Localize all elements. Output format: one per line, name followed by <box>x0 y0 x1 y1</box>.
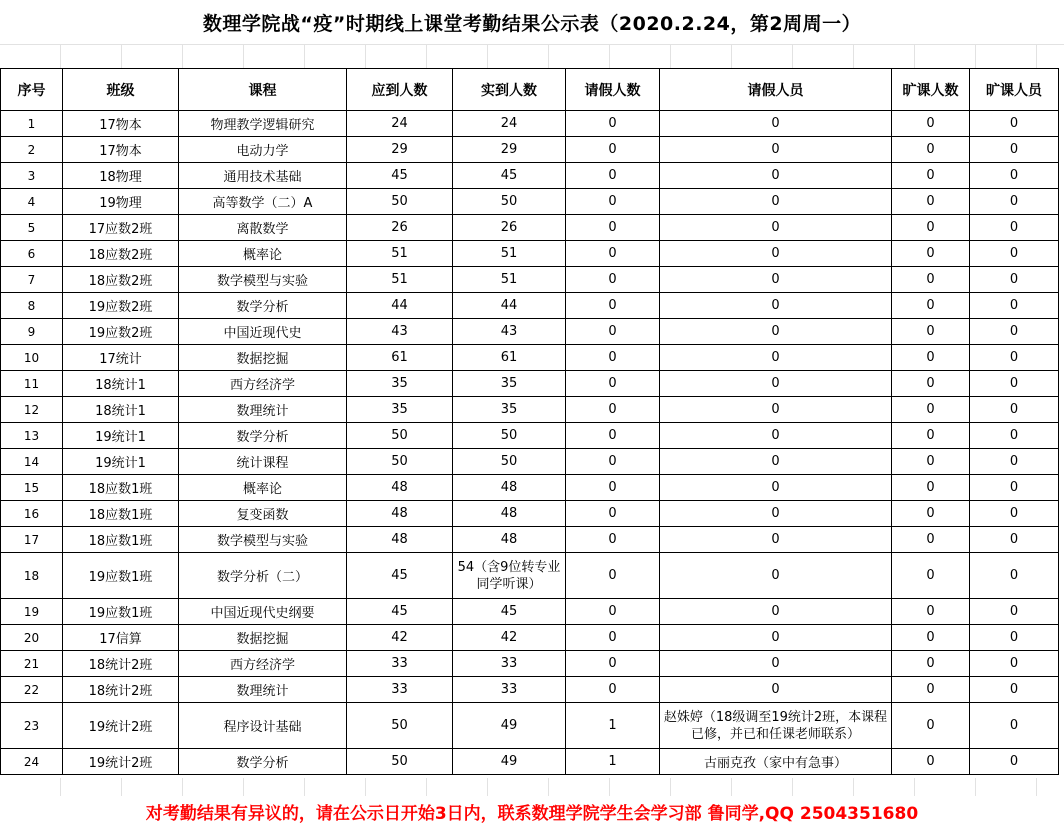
table-row <box>1 625 1059 651</box>
cell-expected: 42 <box>347 625 453 651</box>
cell-absent-count: 0 <box>892 449 970 475</box>
cell-present: 35 <box>453 371 566 397</box>
cell-seq: 6 <box>1 241 63 267</box>
cell-seq: 2 <box>1 137 63 163</box>
header-class: 班级 <box>63 69 179 111</box>
cell-absent-persons: 0 <box>970 345 1059 371</box>
cell-leave-count: 0 <box>566 553 660 599</box>
cell-leave-persons: 0 <box>660 677 892 703</box>
cell-leave-count: 0 <box>566 599 660 625</box>
cell-leave-count: 0 <box>566 651 660 677</box>
cell-absent-count: 0 <box>892 749 970 775</box>
cell-expected: 33 <box>347 677 453 703</box>
cell-course: 概率论 <box>179 475 347 501</box>
cell-course: 数据挖掘 <box>179 625 347 651</box>
cell-leave-count: 0 <box>566 423 660 449</box>
cell-absent-count: 0 <box>892 163 970 189</box>
cell-absent-persons: 0 <box>970 501 1059 527</box>
page-title: 数理学院战“疫”时期线上课堂考勤结果公示表（2020.2.24，第2周周一） <box>202 12 862 35</box>
cell-present: 51 <box>453 267 566 293</box>
cell-present: 44 <box>453 293 566 319</box>
cell-present: 50 <box>453 189 566 215</box>
cell-absent-persons: 0 <box>970 449 1059 475</box>
cell-expected: 35 <box>347 371 453 397</box>
table-row <box>1 163 1059 189</box>
cell-course: 电动力学 <box>179 137 347 163</box>
table-row <box>1 345 1059 371</box>
cell-absent-persons: 0 <box>970 625 1059 651</box>
cell-leave-persons: 0 <box>660 651 892 677</box>
cell-class: 18统计1 <box>63 397 179 423</box>
cell-class: 19统计1 <box>63 423 179 449</box>
cell-leave-count: 0 <box>566 397 660 423</box>
cell-course: 数学模型与实验 <box>179 267 347 293</box>
table-row <box>1 111 1059 137</box>
cell-present: 51 <box>453 241 566 267</box>
table-row <box>1 677 1059 703</box>
cell-leave-count: 0 <box>566 527 660 553</box>
cell-course: 概率论 <box>179 241 347 267</box>
cell-leave-count: 0 <box>566 215 660 241</box>
cell-leave-count: 0 <box>566 241 660 267</box>
cell-seq: 16 <box>1 501 63 527</box>
table-row <box>1 651 1059 677</box>
header-seq: 序号 <box>1 69 63 111</box>
cell-absent-count: 0 <box>892 137 970 163</box>
cell-course: 物理教学逻辑研究 <box>179 111 347 137</box>
cell-leave-persons: 0 <box>660 475 892 501</box>
cell-present: 35 <box>453 397 566 423</box>
cell-absent-count: 0 <box>892 599 970 625</box>
attendance-table <box>0 68 1059 775</box>
cell-leave-persons: 0 <box>660 501 892 527</box>
table-row <box>1 501 1059 527</box>
cell-absent-persons: 0 <box>970 267 1059 293</box>
cell-class: 19物理 <box>63 189 179 215</box>
cell-class: 19应数1班 <box>63 553 179 599</box>
cell-course: 西方经济学 <box>179 651 347 677</box>
cell-course: 中国近现代史 <box>179 319 347 345</box>
cell-class: 19统计1 <box>63 449 179 475</box>
spreadsheet-grid-strip <box>0 44 1064 69</box>
cell-course: 离散数学 <box>179 215 347 241</box>
cell-course: 通用技术基础 <box>179 163 347 189</box>
cell-absent-count: 0 <box>892 397 970 423</box>
table-row <box>1 319 1059 345</box>
cell-leave-persons: 0 <box>660 111 892 137</box>
cell-absent-count: 0 <box>892 527 970 553</box>
cell-leave-count: 0 <box>566 677 660 703</box>
cell-leave-count: 0 <box>566 111 660 137</box>
table-row <box>1 749 1059 775</box>
cell-seq: 14 <box>1 449 63 475</box>
cell-class: 19应数1班 <box>63 599 179 625</box>
cell-leave-persons: 0 <box>660 215 892 241</box>
cell-leave-count: 0 <box>566 267 660 293</box>
cell-present: 48 <box>453 475 566 501</box>
cell-present: 61 <box>453 345 566 371</box>
cell-class: 19应数2班 <box>63 293 179 319</box>
cell-leave-count: 0 <box>566 475 660 501</box>
cell-expected: 33 <box>347 651 453 677</box>
cell-absent-count: 0 <box>892 423 970 449</box>
cell-expected: 50 <box>347 703 453 749</box>
cell-seq: 23 <box>1 703 63 749</box>
cell-seq: 21 <box>1 651 63 677</box>
cell-absent-persons: 0 <box>970 423 1059 449</box>
cell-present: 29 <box>453 137 566 163</box>
table-row <box>1 293 1059 319</box>
cell-absent-count: 0 <box>892 319 970 345</box>
cell-absent-count: 0 <box>892 215 970 241</box>
cell-leave-count: 0 <box>566 319 660 345</box>
cell-seq: 12 <box>1 397 63 423</box>
cell-leave-persons: 古丽克孜（家中有急事） <box>660 749 892 775</box>
cell-leave-count: 0 <box>566 501 660 527</box>
cell-leave-count: 1 <box>566 703 660 749</box>
cell-expected: 50 <box>347 449 453 475</box>
cell-present: 45 <box>453 599 566 625</box>
cell-class: 18统计2班 <box>63 677 179 703</box>
cell-course: 数学分析 <box>179 423 347 449</box>
cell-seq: 5 <box>1 215 63 241</box>
cell-seq: 18 <box>1 553 63 599</box>
cell-expected: 51 <box>347 241 453 267</box>
cell-leave-persons: 0 <box>660 319 892 345</box>
cell-expected: 35 <box>347 397 453 423</box>
cell-seq: 7 <box>1 267 63 293</box>
cell-class: 17应数2班 <box>63 215 179 241</box>
cell-seq: 9 <box>1 319 63 345</box>
cell-absent-persons: 0 <box>970 111 1059 137</box>
cell-present: 33 <box>453 677 566 703</box>
cell-present: 26 <box>453 215 566 241</box>
cell-expected: 45 <box>347 163 453 189</box>
cell-course: 西方经济学 <box>179 371 347 397</box>
table-row <box>1 371 1059 397</box>
cell-seq: 10 <box>1 345 63 371</box>
cell-present: 49 <box>453 703 566 749</box>
cell-absent-persons: 0 <box>970 703 1059 749</box>
cell-present: 42 <box>453 625 566 651</box>
cell-absent-count: 0 <box>892 553 970 599</box>
cell-leave-count: 0 <box>566 345 660 371</box>
cell-expected: 24 <box>347 111 453 137</box>
cell-absent-count: 0 <box>892 371 970 397</box>
cell-absent-count: 0 <box>892 293 970 319</box>
cell-seq: 17 <box>1 527 63 553</box>
cell-leave-persons: 0 <box>660 599 892 625</box>
header-absent-persons: 旷课人员 <box>970 69 1059 111</box>
table-row <box>1 423 1059 449</box>
cell-class: 18应数2班 <box>63 241 179 267</box>
cell-course: 复变函数 <box>179 501 347 527</box>
cell-class: 17信算 <box>63 625 179 651</box>
cell-class: 17物本 <box>63 137 179 163</box>
cell-seq: 8 <box>1 293 63 319</box>
cell-present: 50 <box>453 423 566 449</box>
cell-present: 24 <box>453 111 566 137</box>
cell-course: 数学分析 <box>179 293 347 319</box>
table-row <box>1 553 1059 599</box>
cell-absent-count: 0 <box>892 501 970 527</box>
table-row <box>1 449 1059 475</box>
table-row <box>1 189 1059 215</box>
cell-absent-count: 0 <box>892 241 970 267</box>
cell-seq: 24 <box>1 749 63 775</box>
table-row <box>1 475 1059 501</box>
cell-seq: 19 <box>1 599 63 625</box>
cell-expected: 48 <box>347 527 453 553</box>
cell-expected: 48 <box>347 501 453 527</box>
cell-present: 49 <box>453 749 566 775</box>
cell-seq: 13 <box>1 423 63 449</box>
header-course: 课程 <box>179 69 347 111</box>
cell-class: 18应数1班 <box>63 501 179 527</box>
cell-absent-persons: 0 <box>970 137 1059 163</box>
cell-leave-count: 0 <box>566 163 660 189</box>
cell-absent-persons: 0 <box>970 215 1059 241</box>
cell-class: 18应数2班 <box>63 267 179 293</box>
cell-absent-persons: 0 <box>970 475 1059 501</box>
cell-absent-count: 0 <box>892 345 970 371</box>
cell-course: 统计课程 <box>179 449 347 475</box>
cell-class: 18应数1班 <box>63 475 179 501</box>
cell-expected: 50 <box>347 189 453 215</box>
cell-course: 数理统计 <box>179 677 347 703</box>
cell-seq: 3 <box>1 163 63 189</box>
cell-class: 17统计 <box>63 345 179 371</box>
cell-absent-persons: 0 <box>970 371 1059 397</box>
cell-absent-persons: 0 <box>970 651 1059 677</box>
cell-present: 45 <box>453 163 566 189</box>
cell-absent-persons: 0 <box>970 163 1059 189</box>
cell-present: 33 <box>453 651 566 677</box>
header-leave-persons: 请假人员 <box>660 69 892 111</box>
cell-seq: 20 <box>1 625 63 651</box>
cell-class: 17物本 <box>63 111 179 137</box>
cell-leave-persons: 0 <box>660 553 892 599</box>
header-expected: 应到人数 <box>347 69 453 111</box>
cell-absent-persons: 0 <box>970 189 1059 215</box>
cell-expected: 51 <box>347 267 453 293</box>
cell-absent-persons: 0 <box>970 293 1059 319</box>
cell-expected: 61 <box>347 345 453 371</box>
cell-leave-persons: 0 <box>660 293 892 319</box>
cell-absent-persons: 0 <box>970 677 1059 703</box>
cell-course: 数据挖掘 <box>179 345 347 371</box>
table-row <box>1 241 1059 267</box>
table-header-row <box>1 69 1059 111</box>
cell-absent-count: 0 <box>892 111 970 137</box>
cell-expected: 26 <box>347 215 453 241</box>
cell-expected: 45 <box>347 599 453 625</box>
table-row <box>1 703 1059 749</box>
cell-expected: 43 <box>347 319 453 345</box>
cell-leave-persons: 0 <box>660 137 892 163</box>
header-absent-count: 旷课人数 <box>892 69 970 111</box>
cell-seq: 15 <box>1 475 63 501</box>
cell-leave-persons: 0 <box>660 449 892 475</box>
cell-expected: 50 <box>347 423 453 449</box>
table-row <box>1 599 1059 625</box>
cell-expected: 44 <box>347 293 453 319</box>
cell-present: 48 <box>453 501 566 527</box>
table-row <box>1 397 1059 423</box>
cell-seq: 11 <box>1 371 63 397</box>
cell-course: 数学分析（二） <box>179 553 347 599</box>
cell-leave-count: 0 <box>566 371 660 397</box>
cell-absent-persons: 0 <box>970 241 1059 267</box>
cell-leave-count: 0 <box>566 625 660 651</box>
cell-leave-persons: 0 <box>660 345 892 371</box>
cell-leave-count: 0 <box>566 293 660 319</box>
cell-class: 18应数1班 <box>63 527 179 553</box>
spreadsheet-grid-footer <box>0 778 1064 796</box>
cell-class: 19统计2班 <box>63 749 179 775</box>
cell-course: 程序设计基础 <box>179 703 347 749</box>
footer-notice: 对考勤结果有异议的，请在公示日开始3日内，联系数理学院学生会学习部 鲁同学,QQ 2504351680 <box>145 803 919 824</box>
header-present: 实到人数 <box>453 69 566 111</box>
cell-absent-count: 0 <box>892 677 970 703</box>
cell-present: 54（含9位转专业同学听课） <box>453 553 566 599</box>
cell-absent-count: 0 <box>892 475 970 501</box>
cell-leave-persons: 0 <box>660 625 892 651</box>
cell-leave-persons: 0 <box>660 241 892 267</box>
cell-leave-persons: 0 <box>660 527 892 553</box>
cell-course: 数学分析 <box>179 749 347 775</box>
cell-expected: 45 <box>347 553 453 599</box>
header-leave-count: 请假人数 <box>566 69 660 111</box>
cell-leave-persons: 0 <box>660 371 892 397</box>
cell-expected: 48 <box>347 475 453 501</box>
cell-leave-persons: 0 <box>660 397 892 423</box>
cell-present: 48 <box>453 527 566 553</box>
cell-absent-persons: 0 <box>970 319 1059 345</box>
cell-absent-count: 0 <box>892 625 970 651</box>
table-row <box>1 137 1059 163</box>
cell-leave-count: 0 <box>566 189 660 215</box>
cell-leave-count: 0 <box>566 449 660 475</box>
cell-absent-persons: 0 <box>970 527 1059 553</box>
cell-leave-count: 0 <box>566 137 660 163</box>
cell-seq: 1 <box>1 111 63 137</box>
cell-course: 高等数学（二）A <box>179 189 347 215</box>
cell-absent-count: 0 <box>892 189 970 215</box>
cell-present: 50 <box>453 449 566 475</box>
cell-class: 18物理 <box>63 163 179 189</box>
cell-leave-count: 1 <box>566 749 660 775</box>
cell-course: 数学模型与实验 <box>179 527 347 553</box>
table-row <box>1 527 1059 553</box>
cell-leave-persons: 0 <box>660 163 892 189</box>
cell-absent-persons: 0 <box>970 749 1059 775</box>
cell-absent-persons: 0 <box>970 553 1059 599</box>
cell-expected: 29 <box>347 137 453 163</box>
cell-seq: 4 <box>1 189 63 215</box>
cell-course: 中国近现代史纲要 <box>179 599 347 625</box>
cell-course: 数理统计 <box>179 397 347 423</box>
cell-absent-persons: 0 <box>970 599 1059 625</box>
cell-leave-persons: 赵姝婷（18级调至19统计2班，本课程已修，并已和任课老师联系） <box>660 703 892 749</box>
cell-class: 19应数2班 <box>63 319 179 345</box>
table-row <box>1 267 1059 293</box>
cell-absent-count: 0 <box>892 703 970 749</box>
cell-present: 43 <box>453 319 566 345</box>
cell-class: 18统计2班 <box>63 651 179 677</box>
cell-seq: 22 <box>1 677 63 703</box>
cell-class: 18统计1 <box>63 371 179 397</box>
table-row <box>1 215 1059 241</box>
cell-absent-count: 0 <box>892 651 970 677</box>
cell-leave-persons: 0 <box>660 423 892 449</box>
cell-absent-persons: 0 <box>970 397 1059 423</box>
cell-absent-count: 0 <box>892 267 970 293</box>
cell-class: 19统计2班 <box>63 703 179 749</box>
cell-expected: 50 <box>347 749 453 775</box>
cell-leave-persons: 0 <box>660 267 892 293</box>
cell-leave-persons: 0 <box>660 189 892 215</box>
